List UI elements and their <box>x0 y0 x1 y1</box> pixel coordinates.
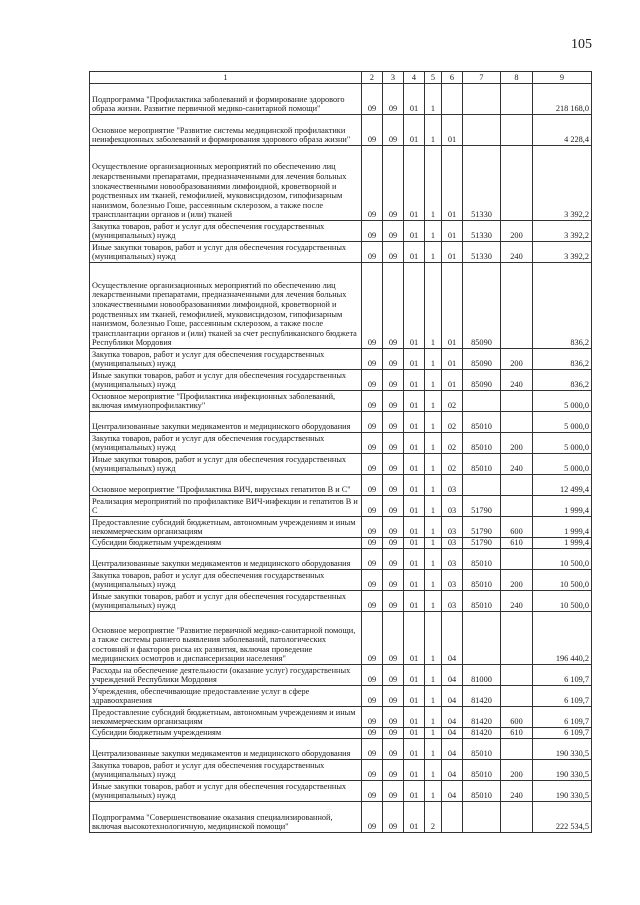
code-cell: 04 <box>442 760 463 781</box>
item-name-cell: Основное мероприятие "Развитие первичной медико-санитарной помощи, а также системы раннего выявления заболеваний, патологических состояний и факторов риска их развития, включая проведение медицинских осмотров и диспансеризации населения" <box>90 612 362 665</box>
item-name-cell: Закупка товаров, работ и услуг для обеспечения государственных (муниципальных) нужд <box>90 760 362 781</box>
table-row <box>90 686 592 707</box>
column-header: 8 <box>501 72 533 84</box>
code-cell: 04 <box>442 781 463 802</box>
table-row <box>90 802 592 833</box>
code-cell: 09 <box>383 475 404 496</box>
item-name-cell: Иные закупки товаров, работ и услуг для обеспечения государственных (муниципальных) нужд <box>90 781 362 802</box>
code-cell: 09 <box>383 263 404 349</box>
code-cell: 01 <box>442 263 463 349</box>
code-cell: 1 <box>425 370 442 391</box>
code-cell: 03 <box>442 538 463 549</box>
code-cell: 09 <box>383 349 404 370</box>
code-cell: 09 <box>362 517 383 538</box>
column-header: 2 <box>362 72 383 84</box>
table-row <box>90 84 592 115</box>
amount-cell: 1 999,4 <box>533 517 592 538</box>
code-cell: 01 <box>404 686 425 707</box>
code-cell: 09 <box>383 370 404 391</box>
code-cell: 01 <box>404 433 425 454</box>
item-name-cell: Основное мероприятие "Развитие системы медицинской профилактики неинфекционных заболеваний и формирования здорового образа жизни" <box>90 115 362 146</box>
code-cell <box>501 391 533 412</box>
code-cell: 51330 <box>463 242 501 263</box>
code-cell: 01 <box>404 665 425 686</box>
amount-cell: 190 330,5 <box>533 781 592 802</box>
code-cell: 09 <box>383 221 404 242</box>
code-cell: 51330 <box>463 221 501 242</box>
code-cell: 1 <box>425 349 442 370</box>
item-name-cell: Предоставление субсидий бюджетным, автономным учреждениям и иным некоммерческим организациям <box>90 707 362 728</box>
code-cell: 01 <box>404 475 425 496</box>
item-name-cell: Субсидии бюджетным учреждениям <box>90 728 362 739</box>
code-cell: 1 <box>425 612 442 665</box>
table-row <box>90 454 592 475</box>
code-cell: 81420 <box>463 686 501 707</box>
code-cell: 01 <box>404 538 425 549</box>
code-cell: 85010 <box>463 570 501 591</box>
code-cell: 01 <box>404 781 425 802</box>
code-cell: 1 <box>425 570 442 591</box>
item-name-cell: Предоставление субсидий бюджетным, автономным учреждениям и иным некоммерческим организациям <box>90 517 362 538</box>
code-cell <box>501 612 533 665</box>
code-cell: 600 <box>501 707 533 728</box>
code-cell: 200 <box>501 349 533 370</box>
code-cell: 09 <box>362 454 383 475</box>
code-cell: 1 <box>425 707 442 728</box>
code-cell: 09 <box>383 728 404 739</box>
code-cell: 09 <box>362 538 383 549</box>
code-cell: 03 <box>442 475 463 496</box>
code-cell: 51790 <box>463 496 501 517</box>
code-cell: 09 <box>362 370 383 391</box>
amount-cell: 3 392,2 <box>533 242 592 263</box>
code-cell: 1 <box>425 496 442 517</box>
code-cell: 09 <box>383 612 404 665</box>
amount-cell: 5 000,0 <box>533 433 592 454</box>
table-row <box>90 242 592 263</box>
code-cell: 01 <box>404 349 425 370</box>
item-name-cell: Централизованные закупки медикаментов и медицинского оборудования <box>90 739 362 760</box>
code-cell: 1 <box>425 391 442 412</box>
amount-cell: 4 228,4 <box>533 115 592 146</box>
code-cell: 09 <box>362 84 383 115</box>
amount-cell: 10 500,0 <box>533 570 592 591</box>
table-row <box>90 760 592 781</box>
page-number: 105 <box>571 37 592 52</box>
code-cell: 09 <box>383 707 404 728</box>
code-cell: 01 <box>404 454 425 475</box>
table-row <box>90 781 592 802</box>
item-name-cell: Осуществление организационных мероприятий по обеспечению лиц лекарственными препаратами, предназначенными для лечения больных злокачественными новообразованиями лимфоидной, кроветворной и родственных им тканей, гемофилией, муковисцидозом, гипофизарным нанизмом, болезнью Гоше, рассеянным склерозом, а также после трансплантации органов и (или) тканей за счет республиканского бюджета Республики Мордовия <box>90 263 362 349</box>
code-cell: 1 <box>425 686 442 707</box>
code-cell: 09 <box>362 412 383 433</box>
code-cell: 09 <box>383 242 404 263</box>
code-cell: 09 <box>383 591 404 612</box>
code-cell: 04 <box>442 665 463 686</box>
table-row <box>90 263 592 349</box>
table-row <box>90 739 592 760</box>
table-row <box>90 412 592 433</box>
item-name-cell: Подпрограмма "Профилактика заболеваний и формирование здорового образа жизни. Развитие первичной медико-санитарной помощи" <box>90 84 362 115</box>
code-cell: 09 <box>362 349 383 370</box>
code-cell: 240 <box>501 781 533 802</box>
code-cell: 01 <box>404 84 425 115</box>
code-cell: 04 <box>442 612 463 665</box>
code-cell: 01 <box>404 612 425 665</box>
table-row <box>90 549 592 570</box>
code-cell: 85010 <box>463 760 501 781</box>
item-name-cell: Расходы на обеспечение деятельности (оказание услуг) государственных учреждений Республики Мордовия <box>90 665 362 686</box>
code-cell: 85010 <box>463 412 501 433</box>
item-name-cell: Иные закупки товаров, работ и услуг для обеспечения государственных (муниципальных) нужд <box>90 454 362 475</box>
amount-cell: 10 500,0 <box>533 591 592 612</box>
code-cell <box>501 475 533 496</box>
table-header-row <box>90 72 592 84</box>
code-cell <box>501 412 533 433</box>
code-cell: 09 <box>383 146 404 221</box>
code-cell: 09 <box>362 591 383 612</box>
code-cell: 09 <box>362 739 383 760</box>
code-cell: 02 <box>442 433 463 454</box>
table-row <box>90 146 592 221</box>
code-cell: 1 <box>425 412 442 433</box>
code-cell: 01 <box>404 242 425 263</box>
table-row <box>90 570 592 591</box>
code-cell: 09 <box>362 263 383 349</box>
amount-cell: 6 109,7 <box>533 665 592 686</box>
code-cell: 85010 <box>463 433 501 454</box>
code-cell: 81420 <box>463 728 501 739</box>
code-cell: 1 <box>425 517 442 538</box>
code-cell <box>463 115 501 146</box>
code-cell: 85010 <box>463 781 501 802</box>
item-name-cell: Реализация мероприятий по профилактике ВИЧ-инфекции и гепатитов В и С <box>90 496 362 517</box>
code-cell: 51790 <box>463 517 501 538</box>
code-cell: 01 <box>442 349 463 370</box>
column-header: 1 <box>90 72 362 84</box>
code-cell: 02 <box>442 454 463 475</box>
code-cell: 1 <box>425 433 442 454</box>
code-cell: 09 <box>383 781 404 802</box>
code-cell: 09 <box>362 707 383 728</box>
amount-cell: 190 330,5 <box>533 760 592 781</box>
code-cell: 09 <box>362 391 383 412</box>
code-cell: 03 <box>442 549 463 570</box>
code-cell: 09 <box>383 433 404 454</box>
code-cell: 04 <box>442 728 463 739</box>
column-header: 9 <box>533 72 592 84</box>
code-cell: 01 <box>442 221 463 242</box>
code-cell: 01 <box>404 115 425 146</box>
code-cell: 09 <box>362 475 383 496</box>
code-cell: 01 <box>404 263 425 349</box>
code-cell <box>501 496 533 517</box>
amount-cell: 6 109,7 <box>533 728 592 739</box>
amount-cell: 10 500,0 <box>533 549 592 570</box>
code-cell: 01 <box>404 739 425 760</box>
code-cell: 1 <box>425 475 442 496</box>
code-cell: 240 <box>501 591 533 612</box>
code-cell: 1 <box>425 242 442 263</box>
table-row <box>90 538 592 549</box>
table-body <box>90 84 592 833</box>
table-row <box>90 728 592 739</box>
code-cell: 09 <box>362 802 383 833</box>
code-cell: 1 <box>425 115 442 146</box>
item-name-cell: Закупка товаров, работ и услуг для обеспечения государственных (муниципальных) нужд <box>90 221 362 242</box>
code-cell: 09 <box>362 146 383 221</box>
code-cell: 1 <box>425 538 442 549</box>
code-cell: 610 <box>501 538 533 549</box>
code-cell: 600 <box>501 517 533 538</box>
table-row <box>90 612 592 665</box>
code-cell: 09 <box>383 686 404 707</box>
code-cell: 09 <box>383 517 404 538</box>
column-header: 5 <box>425 72 442 84</box>
item-name-cell: Основное мероприятие "Профилактика инфекционных заболеваний, включая иммунопрофилактику" <box>90 391 362 412</box>
code-cell: 09 <box>383 549 404 570</box>
amount-cell: 196 440,2 <box>533 612 592 665</box>
table-row <box>90 496 592 517</box>
code-cell: 09 <box>362 115 383 146</box>
code-cell: 51330 <box>463 146 501 221</box>
code-cell: 240 <box>501 454 533 475</box>
amount-cell: 1 999,4 <box>533 538 592 549</box>
code-cell <box>501 686 533 707</box>
code-cell <box>501 549 533 570</box>
code-cell: 09 <box>383 802 404 833</box>
code-cell: 1 <box>425 84 442 115</box>
code-cell: 03 <box>442 496 463 517</box>
code-cell: 01 <box>404 591 425 612</box>
amount-cell: 3 392,2 <box>533 221 592 242</box>
code-cell: 09 <box>383 496 404 517</box>
code-cell <box>501 739 533 760</box>
code-cell: 1 <box>425 549 442 570</box>
code-cell <box>501 115 533 146</box>
code-cell: 03 <box>442 517 463 538</box>
code-cell <box>501 665 533 686</box>
code-cell: 09 <box>383 412 404 433</box>
code-cell: 85010 <box>463 454 501 475</box>
code-cell <box>463 391 501 412</box>
code-cell: 01 <box>442 115 463 146</box>
code-cell: 85010 <box>463 549 501 570</box>
item-name-cell: Закупка товаров, работ и услуг для обеспечения государственных (муниципальных) нужд <box>90 433 362 454</box>
code-cell: 09 <box>362 760 383 781</box>
code-cell: 240 <box>501 242 533 263</box>
item-name-cell: Субсидии бюджетным учреждениям <box>90 538 362 549</box>
code-cell <box>463 802 501 833</box>
code-cell <box>463 475 501 496</box>
code-cell: 09 <box>383 538 404 549</box>
code-cell: 85090 <box>463 349 501 370</box>
code-cell: 09 <box>362 496 383 517</box>
code-cell: 610 <box>501 728 533 739</box>
item-name-cell: Иные закупки товаров, работ и услуг для обеспечения государственных (муниципальных) нужд <box>90 591 362 612</box>
code-cell <box>463 84 501 115</box>
code-cell: 01 <box>404 221 425 242</box>
code-cell: 01 <box>404 707 425 728</box>
amount-cell: 3 392,2 <box>533 146 592 221</box>
code-cell <box>501 802 533 833</box>
code-cell: 09 <box>383 391 404 412</box>
table-row <box>90 370 592 391</box>
amount-cell: 836,2 <box>533 263 592 349</box>
column-header: 7 <box>463 72 501 84</box>
amount-cell: 218 168,0 <box>533 84 592 115</box>
code-cell <box>501 263 533 349</box>
table-row <box>90 591 592 612</box>
code-cell: 85010 <box>463 739 501 760</box>
amount-cell: 6 109,7 <box>533 707 592 728</box>
code-cell: 01 <box>404 391 425 412</box>
item-name-cell: Закупка товаров, работ и услуг для обеспечения государственных (муниципальных) нужд <box>90 570 362 591</box>
code-cell <box>463 612 501 665</box>
code-cell: 1 <box>425 728 442 739</box>
code-cell: 01 <box>404 146 425 221</box>
code-cell: 01 <box>404 802 425 833</box>
code-cell: 01 <box>404 728 425 739</box>
code-cell: 04 <box>442 686 463 707</box>
code-cell: 85010 <box>463 591 501 612</box>
code-cell: 1 <box>425 146 442 221</box>
table-row <box>90 115 592 146</box>
code-cell: 01 <box>442 370 463 391</box>
code-cell: 09 <box>383 115 404 146</box>
item-name-cell: Иные закупки товаров, работ и услуг для обеспечения государственных (муниципальных) нужд <box>90 370 362 391</box>
item-name-cell: Осуществление организационных мероприятий по обеспечению лиц лекарственными препаратами, предназначенными для лечения больных злокачественными новообразованиями лимфоидной, кроветворной и родственных им тканей, гемофилией, муковисцидозом, гипофизарным нанизмом, болезнью Гоше, рассеянным склерозом, а также после трансплантации органов и (или) тканей <box>90 146 362 221</box>
code-cell: 1 <box>425 263 442 349</box>
item-name-cell: Основное мероприятие "Профилактика ВИЧ, вирусных гепатитов В и С" <box>90 475 362 496</box>
code-cell: 09 <box>362 242 383 263</box>
item-name-cell: Иные закупки товаров, работ и услуг для обеспечения государственных (муниципальных) нужд <box>90 242 362 263</box>
code-cell: 09 <box>362 549 383 570</box>
item-name-cell: Централизованные закупки медикаментов и медицинского оборудования <box>90 549 362 570</box>
code-cell: 09 <box>383 665 404 686</box>
code-cell: 01 <box>404 760 425 781</box>
code-cell: 09 <box>362 728 383 739</box>
code-cell: 1 <box>425 591 442 612</box>
item-name-cell: Централизованные закупки медикаментов и медицинского оборудования <box>90 412 362 433</box>
code-cell: 09 <box>362 221 383 242</box>
code-cell: 02 <box>442 391 463 412</box>
code-cell: 09 <box>362 686 383 707</box>
amount-cell: 190 330,5 <box>533 739 592 760</box>
table-row <box>90 707 592 728</box>
code-cell: 09 <box>383 454 404 475</box>
amount-cell: 6 109,7 <box>533 686 592 707</box>
code-cell: 1 <box>425 221 442 242</box>
code-cell: 200 <box>501 433 533 454</box>
code-cell: 51790 <box>463 538 501 549</box>
code-cell: 09 <box>383 760 404 781</box>
code-cell: 09 <box>362 665 383 686</box>
code-cell: 81000 <box>463 665 501 686</box>
code-cell: 01 <box>404 370 425 391</box>
code-cell: 09 <box>383 84 404 115</box>
column-header: 6 <box>442 72 463 84</box>
code-cell: 03 <box>442 591 463 612</box>
table-row <box>90 475 592 496</box>
code-cell: 01 <box>404 517 425 538</box>
code-cell: 09 <box>362 433 383 454</box>
item-name-cell: Подпрограмма "Совершенствование оказания специализированной, включая высокотехнологичную, медицинской помощи" <box>90 802 362 833</box>
code-cell: 01 <box>404 549 425 570</box>
code-cell: 85090 <box>463 370 501 391</box>
code-cell: 03 <box>442 570 463 591</box>
amount-cell: 836,2 <box>533 349 592 370</box>
code-cell: 1 <box>425 739 442 760</box>
code-cell: 01 <box>404 496 425 517</box>
code-cell: 04 <box>442 707 463 728</box>
amount-cell: 5 000,0 <box>533 454 592 475</box>
code-cell: 04 <box>442 739 463 760</box>
code-cell: 1 <box>425 760 442 781</box>
code-cell: 09 <box>362 612 383 665</box>
budget-table <box>89 71 592 833</box>
amount-cell: 222 534,5 <box>533 802 592 833</box>
code-cell: 85090 <box>463 263 501 349</box>
code-cell: 81420 <box>463 707 501 728</box>
code-cell: 01 <box>404 570 425 591</box>
item-name-cell: Учреждения, обеспечивающие предоставление услуг в сфере здравоохранения <box>90 686 362 707</box>
code-cell: 1 <box>425 454 442 475</box>
code-cell <box>442 84 463 115</box>
code-cell: 01 <box>442 242 463 263</box>
code-cell: 09 <box>362 781 383 802</box>
code-cell: 200 <box>501 570 533 591</box>
amount-cell: 5 000,0 <box>533 391 592 412</box>
code-cell <box>501 84 533 115</box>
code-cell: 200 <box>501 760 533 781</box>
code-cell: 09 <box>383 739 404 760</box>
table-row <box>90 349 592 370</box>
item-name-cell: Закупка товаров, работ и услуг для обеспечения государственных (муниципальных) нужд <box>90 349 362 370</box>
table-row <box>90 433 592 454</box>
table-row <box>90 221 592 242</box>
column-header: 3 <box>383 72 404 84</box>
code-cell: 1 <box>425 781 442 802</box>
table-row <box>90 517 592 538</box>
code-cell: 02 <box>442 412 463 433</box>
table-row <box>90 391 592 412</box>
code-cell: 1 <box>425 665 442 686</box>
code-cell: 09 <box>383 570 404 591</box>
code-cell: 2 <box>425 802 442 833</box>
code-cell: 01 <box>404 412 425 433</box>
code-cell: 01 <box>442 146 463 221</box>
table-row <box>90 665 592 686</box>
amount-cell: 1 999,4 <box>533 496 592 517</box>
column-header: 4 <box>404 72 425 84</box>
code-cell: 200 <box>501 221 533 242</box>
amount-cell: 5 000,0 <box>533 412 592 433</box>
code-cell <box>442 802 463 833</box>
code-cell: 240 <box>501 370 533 391</box>
amount-cell: 836,2 <box>533 370 592 391</box>
code-cell: 09 <box>362 570 383 591</box>
amount-cell: 12 499,4 <box>533 475 592 496</box>
code-cell <box>501 146 533 221</box>
